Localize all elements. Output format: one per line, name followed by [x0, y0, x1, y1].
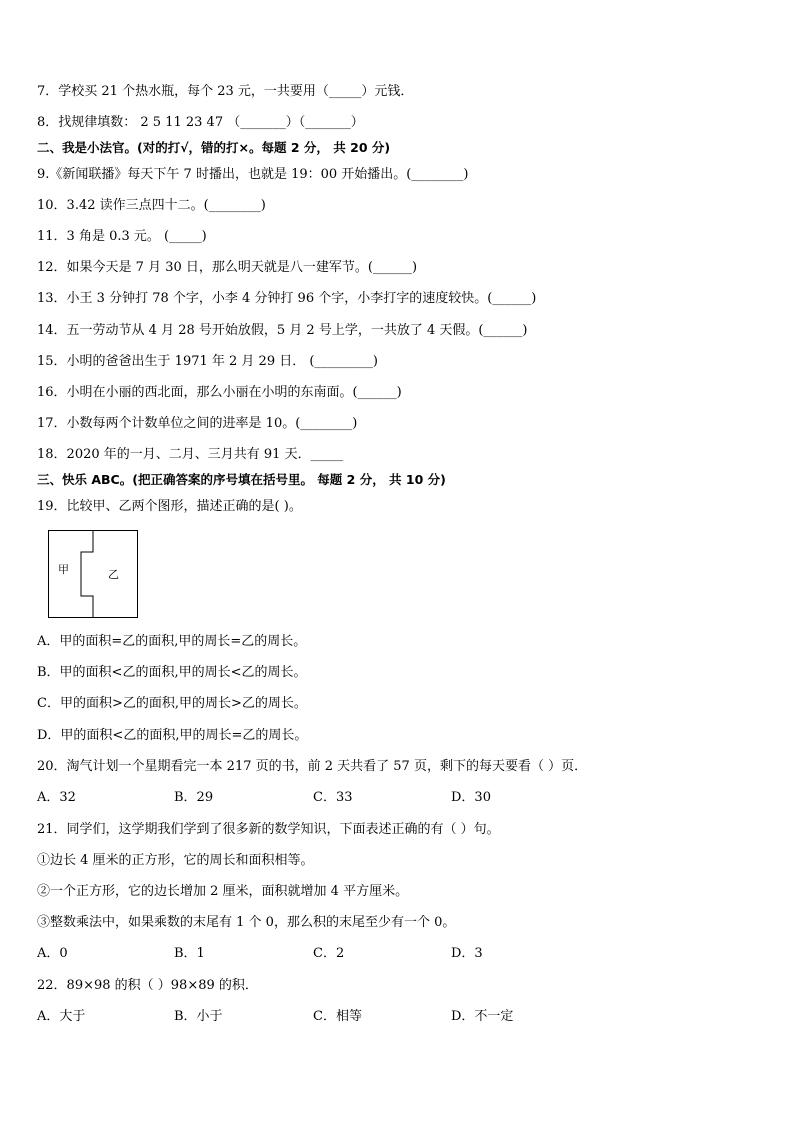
question-7: 7．学校买 21 个热水瓶，每个 23 元，一共要用（_____）元钱． [37, 84, 414, 99]
question-8: 8．找规律填数： 2 5 11 23 47 （_______）（_______） [37, 115, 364, 130]
question-13: 13．小王 3 分钟打 78 个字，小李 4 分钟打 96 个字，小李打字的速度较快。(______) [37, 291, 537, 306]
question-19-option-c: C．甲的面积>乙的面积,甲的周长>乙的周长。 [37, 696, 307, 711]
question-20-option-b: B．29 [174, 790, 214, 805]
question-20-option-a: A．32 [37, 790, 76, 805]
question-21-option-d: D．3 [451, 946, 483, 961]
section-3-heading: 三、快乐 ABC。(把正确答案的序号填在括号里。 每题 2 分， 共 10 分) [37, 472, 446, 487]
question-10: 10．3.42 读作三点四十二。(________) [37, 198, 266, 213]
section-2-heading: 二、我是小法官。(对的打√，错的打×。每题 2 分， 共 20 分) [37, 140, 391, 155]
question-22-option-d: D．不一定 [451, 1009, 514, 1024]
question-19-option-a: A．甲的面积=乙的面积,甲的周长=乙的周长。 [37, 634, 307, 649]
question-12: 12．如果今天是 7 月 30 日，那么明天就是八一建军节。(______) [37, 260, 418, 275]
question-15: 15．小明的爸爸出生于 1971 年 2 月 29 日． (_________) [37, 354, 379, 369]
question-21-stem: 21．同学们，这学期我们学到了很多新的数学知识，下面表述正确的有（ ）句。 [37, 822, 500, 837]
question-22-option-a: A．大于 [37, 1009, 86, 1024]
question-20-option-c: C．33 [313, 790, 353, 805]
question-22-stem: 22．89×98 的积（ ）98×89 的积． [37, 978, 258, 993]
question-21-statement-2: ②一个正方形，它的边长增加 2 厘米，面积就增加 4 平方厘米。 [37, 884, 409, 899]
question-14: 14．五一劳动节从 4 月 28 号开始放假，5 月 2 号上学，一共放了 4 天假。(______) [37, 323, 528, 338]
question-22-option-b: B．小于 [174, 1009, 223, 1024]
question-21-statement-1: ①边长 4 厘米的正方形，它的周长和面积相等。 [37, 853, 314, 868]
question-19-stem: 19．比较甲、乙两个图形，描述正确的是( )。 [37, 499, 302, 514]
shape-figure [48, 530, 138, 618]
question-21-statement-3: ③整数乘法中，如果乘数的末尾有 1 个 0，那么积的末尾至少有一个 0。 [37, 915, 456, 930]
question-19-option-d: D．甲的面积<乙的面积,甲的周长=乙的周长。 [37, 728, 308, 743]
question-9: 9.《新闻联播》每天下午 7 时播出，也就是 19：00 开始播出。(________) [37, 167, 469, 182]
question-21-option-b: B．1 [174, 946, 205, 961]
question-21-option-a: A．0 [37, 946, 68, 961]
shape-label-right: 乙 [108, 568, 119, 581]
question-20-stem: 20．淘气计划一个星期看完一本 217 页的书，前 2 天共看了 57 页，剩下的每天要看（ ）页． [37, 759, 588, 774]
question-19-option-b: B．甲的面积<乙的面积,甲的周长<乙的周长。 [37, 665, 307, 680]
question-20-option-d: D．30 [451, 790, 491, 805]
shape-label-left: 甲 [58, 563, 69, 576]
question-11: 11．3 角是 0.3 元。 (_____) [37, 229, 207, 244]
question-17: 17．小数每两个计数单位之间的进率是 10。(________) [37, 416, 358, 431]
question-18: 18．2020 年的一月、二月、三月共有 91 天．_____ [37, 447, 344, 462]
question-22-option-c: C．相等 [313, 1009, 362, 1024]
question-16: 16．小明在小丽的西北面，那么小丽在小明的东南面。(______) [37, 385, 402, 400]
question-21-option-c: C．2 [313, 946, 345, 961]
